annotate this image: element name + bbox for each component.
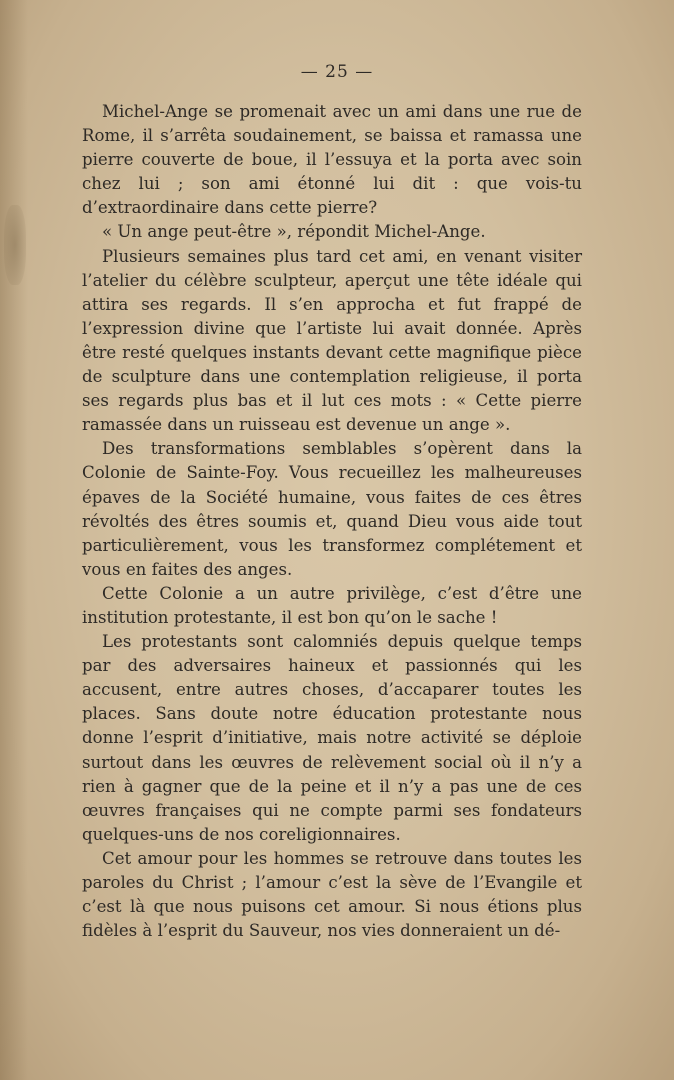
paragraph-atelier: Plusieurs semaines plus tard cet ami, en venant visiter l’atelier du célèbre sculpteur, aperçut une tête idéale qui attira ses regards. Il s’en approcha et fut frappé de l’expression divine que l’artiste lui avait donnée. Après être resté quelques instants devant cette magnifique pièce de sculpture dans une contemplation religieuse, il porta ses regards plus bas et il lut ces mots : « Cette pierre ramassée dans un ruisseau est devenue un ange ». <box>82 246 582 435</box>
body-text <box>82 100 582 943</box>
paper-stain <box>4 205 26 285</box>
paragraph-amour: Cet amour pour les hommes se retrouve dans toutes les paroles du Christ ; l’amour c’est la sève de l’Evangile et c’est là que nous puisons cet amour. Si nous étions plus fidèles à l’esprit du Sauveur, nos vies donneraient un dé- <box>82 848 582 941</box>
page-number: — 25 — <box>300 62 374 82</box>
paragraph-michel-ange: Michel-Ange se promenait avec un ami dans une rue de Rome, il s’arrêta soudainement, se baissa et ramassa une pierre couverte de boue, il l’essuya et la porta avec soin chez lui ; son ami étonné lui dit : que vois-tu d’extraordinaire dans cette pierre? <box>82 102 582 218</box>
paragraph-ange-reply: « Un ange peut-être », répondit Michel-Ange. <box>102 222 486 242</box>
page-binding-shadow <box>0 0 28 1080</box>
paragraph-protestants: Les protestants sont calomniés depuis quelque temps par des adversaires haineux et passionnés qui les accusent, entre autres choses, d’accaparer toutes les places. Sans doute notre éducation protestante nous donne l’esprit d’initiative, mais notre activité se déploie surtout dans les œuvres de relèvement social où il n’y a rien à gagner que de la peine et il n’y a pas une de ces œuvres françaises qui ne compte parmi ses fondateurs quelques-uns de nos coreligionnaires. <box>82 632 582 844</box>
paragraph-privilege: Cette Colonie a un autre privilège, c’est d’être une institution protestante, il est bon qu’on le sache ! <box>82 583 582 627</box>
paragraph-transformations: Des transformations semblables s’opèrent dans la Colonie de Sainte-Foy. Vous recueillez les malheureuses épaves de la Société humaine, vous faites de ces êtres révoltés des êtres soumis et, quand Dieu vous aide tout particulièrement, vous les transformez complétement et vous en faites des anges. <box>82 439 582 579</box>
